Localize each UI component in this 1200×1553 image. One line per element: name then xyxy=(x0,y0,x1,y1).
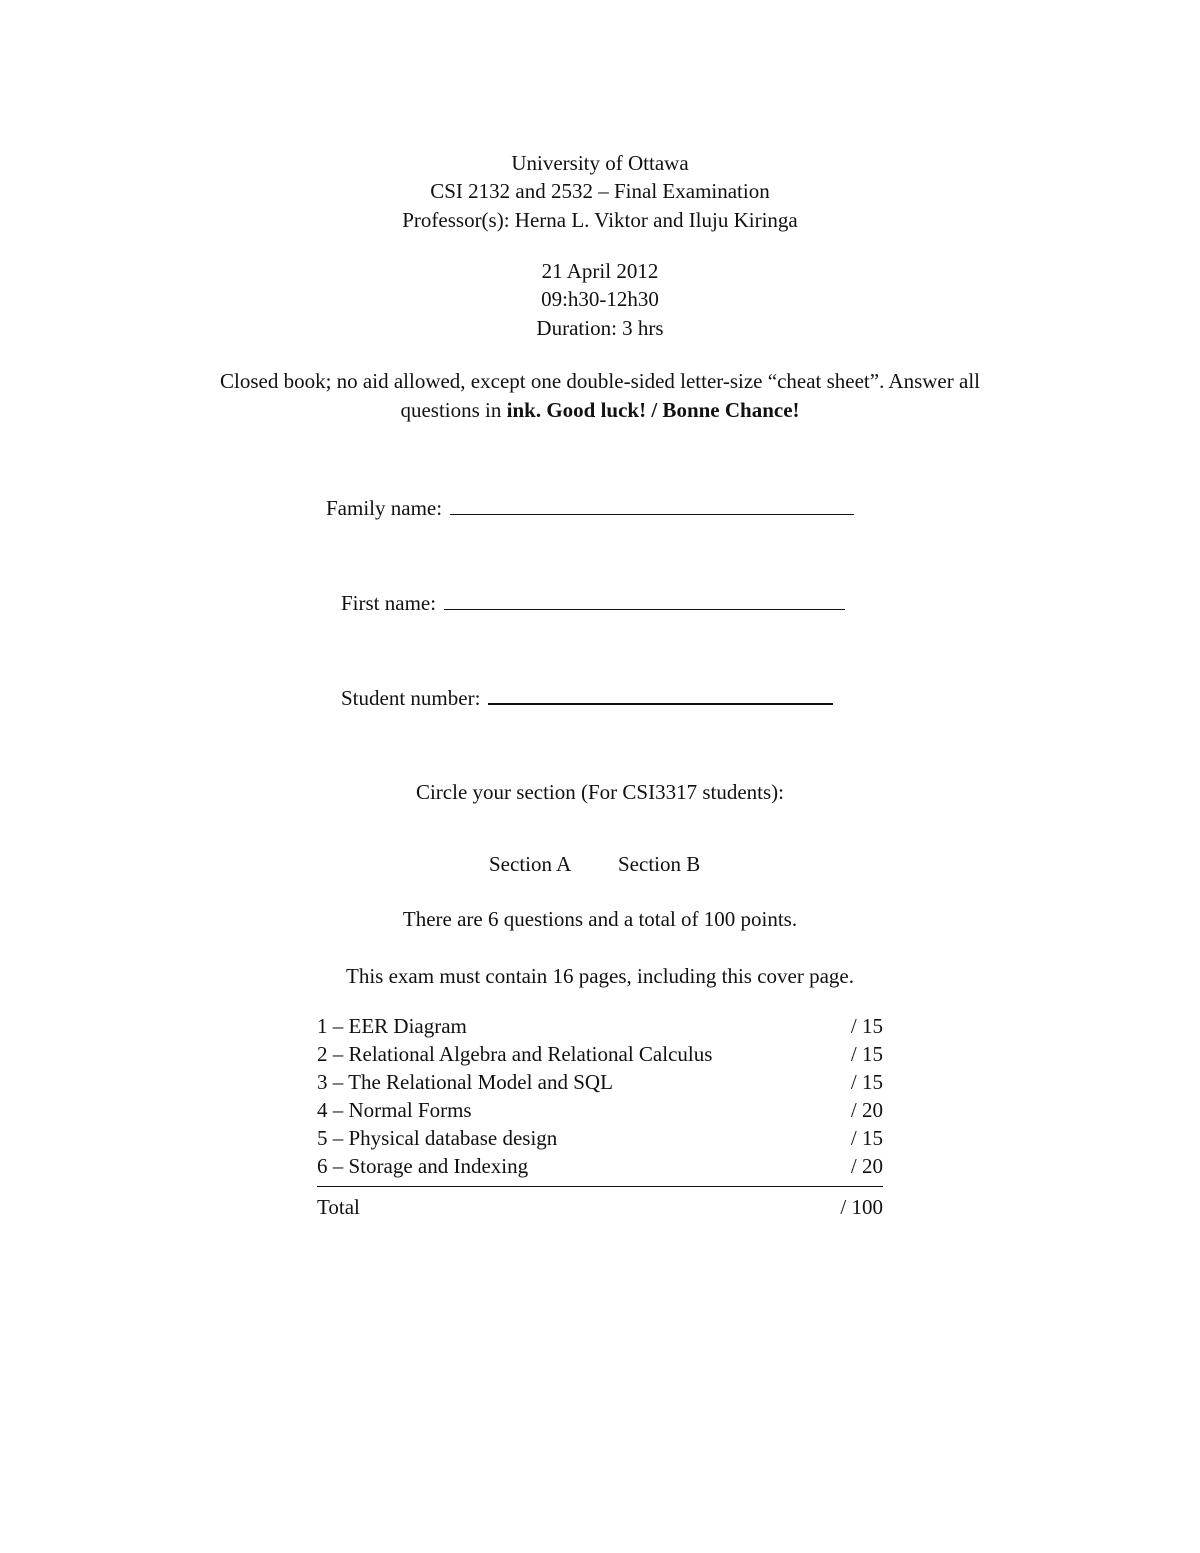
score-row xyxy=(317,1152,883,1180)
total-label: Total xyxy=(317,1195,360,1219)
score-row xyxy=(317,1068,883,1096)
instructions-line-2 xyxy=(0,396,1200,424)
total-row xyxy=(317,1193,883,1221)
question-label: 1 – EER Diagram xyxy=(317,1014,467,1038)
exam-time: 09:h30-12h30 xyxy=(541,287,659,311)
university-name: University of Ottawa xyxy=(511,151,689,175)
question-label: 4 – Normal Forms xyxy=(317,1098,472,1122)
good-luck-text: Good luck! / Bonne Chance! xyxy=(546,398,800,422)
first-name-field[interactable] xyxy=(341,589,845,617)
total-points: / 100 xyxy=(840,1195,883,1219)
score-row xyxy=(317,1124,883,1152)
score-row xyxy=(317,1012,883,1040)
question-points: / 15 xyxy=(850,1014,883,1038)
section-a-option[interactable]: Section A xyxy=(489,852,572,876)
exam-date: 21 April 2012 xyxy=(541,259,659,283)
section-prompt: Circle your section (For CSI3317 students): xyxy=(415,780,785,804)
score-row xyxy=(317,1096,883,1124)
course-title: CSI 2132 and 2532 – Final Examination xyxy=(430,179,770,203)
instructions-prefix: questions in xyxy=(400,398,507,422)
question-label: 6 – Storage and Indexing xyxy=(317,1154,529,1178)
professors: Professor(s): Herna L. Viktor and Iluju Kiringa xyxy=(402,208,798,232)
family-name-field[interactable] xyxy=(326,494,854,522)
score-table xyxy=(317,1012,883,1221)
family-name-line[interactable] xyxy=(450,496,854,515)
question-points: / 15 xyxy=(850,1042,883,1066)
first-name-line[interactable] xyxy=(444,591,845,610)
question-label: 5 – Physical database design xyxy=(317,1126,558,1150)
student-number-line[interactable] xyxy=(488,685,833,705)
family-name-label: Family name: xyxy=(326,496,443,520)
instructions-line-1: Closed book; no aid allowed, except one double-sided letter-size “cheat sheet”. Answer all xyxy=(220,369,980,393)
question-points: / 15 xyxy=(850,1126,883,1150)
questions-total-text: There are 6 questions and a total of 100 points. xyxy=(402,907,798,931)
pages-note-text: This exam must contain 16 pages, including this cover page. xyxy=(346,964,854,988)
first-name-label: First name: xyxy=(341,591,437,615)
total-divider xyxy=(317,1186,883,1187)
score-row xyxy=(317,1040,883,1068)
instructions-ink: ink. xyxy=(506,398,542,422)
question-points: / 20 xyxy=(850,1098,883,1122)
question-points: / 15 xyxy=(850,1070,883,1094)
question-label: 3 – The Relational Model and SQL xyxy=(317,1070,613,1094)
student-number-label: Student number: xyxy=(341,686,481,710)
exam-duration: Duration: 3 hrs xyxy=(536,316,664,340)
question-points: / 20 xyxy=(850,1154,883,1178)
student-number-field[interactable] xyxy=(341,684,833,712)
section-b-option[interactable]: Section B xyxy=(618,852,701,876)
question-label: 2 – Relational Algebra and Relational Calculus xyxy=(317,1042,713,1066)
